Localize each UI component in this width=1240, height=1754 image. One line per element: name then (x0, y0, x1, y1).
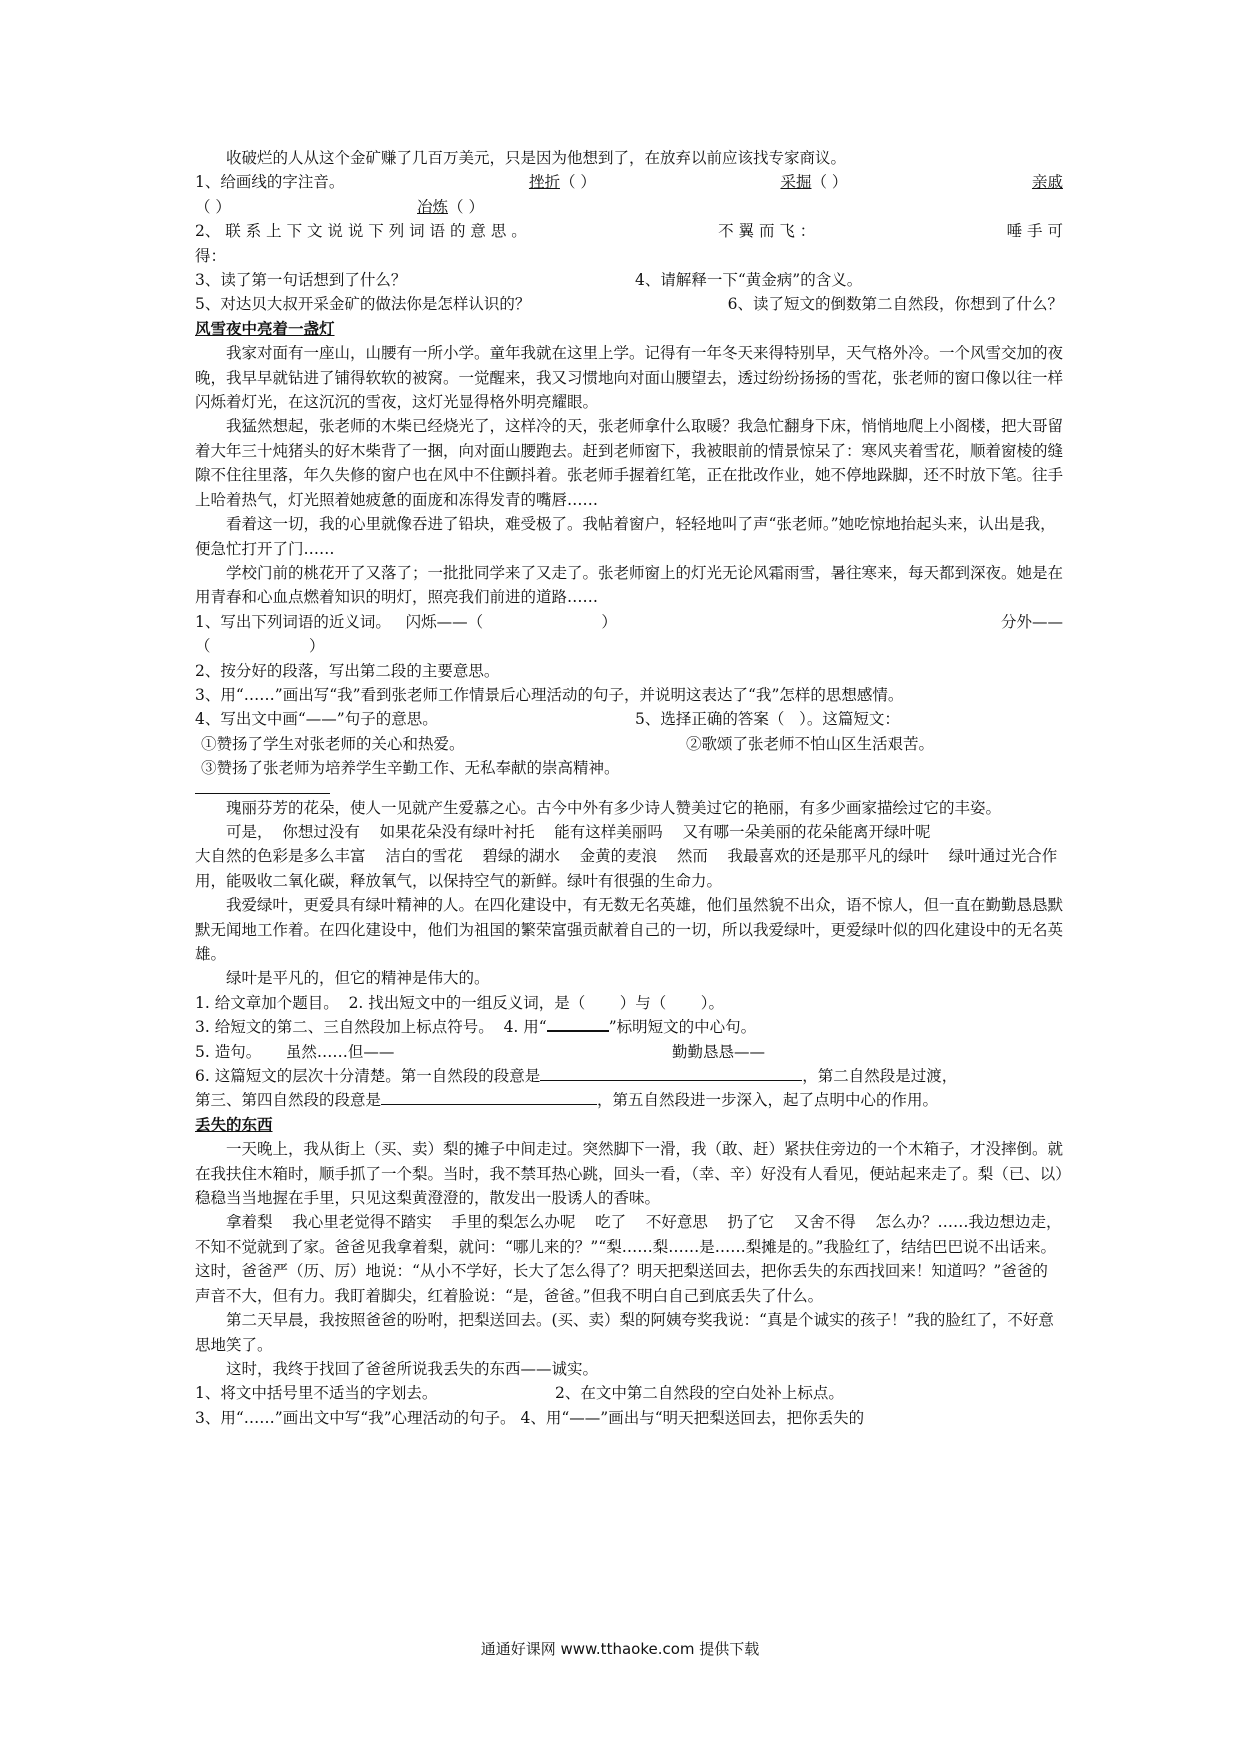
question-row: 4、写出文中画“——”句子的意思。 5、选择正确的答案（ ）。这篇短文： (195, 710, 900, 729)
option-2: ②歌颂了张老师不怕山区生活艰苦。 (686, 734, 935, 753)
worksheet-page (195, 146, 1063, 1430)
underlined-word: 采掘 (780, 173, 812, 192)
question-text: 6. 这篇短文的层次十分清楚。第一自然段的段意是 ，第二自然段是过渡， (195, 1067, 958, 1086)
question-text: 1. 给文章加个题目。 2. 找出短文中的一组反义词，是（ ）与（ ）。 (195, 993, 725, 1012)
footer-credit: 通通好课网 www.tthaoke.com 提供下载 (480, 1640, 760, 1658)
question-row: 5、对达贝大叔开采金矿的做法你是怎样认识的？ 6、读了短文的倒数第二自然段，你想到了什么？ (195, 295, 1063, 314)
question-row: 1、写出下列词语的近义词。 闪烁——（ ） 分外—— (195, 612, 1063, 631)
question-row: 2、 联 系 上 下 文 说 说 下 列 词 语 的 意 思 。 不 翼 而 飞 ： 唾 手 可 (195, 222, 1063, 241)
paragraph: 绿叶是平凡的，但它的精神是伟大的。 (226, 969, 490, 988)
underlined-word: 冶炼 (417, 197, 449, 216)
question-row: 5. 造句。 虽然……但—— 勤勤恳恳—— (195, 1042, 766, 1061)
answer-blank[interactable]: （ ） (811, 173, 848, 192)
question-row: 1、给画线的字注音。 挫折（ ） 采掘（ ） 亲戚 (195, 170, 1063, 194)
paragraph: 瑰丽芬芳的花朵，使人一见就产生爱慕之心。古今中外有多少诗人赞美过它的艳丽，有多少画家描绘过它的丰姿。 (226, 798, 1002, 817)
answer-blank[interactable]: （ ） (559, 173, 596, 192)
question-text: 2、按分好的段落，写出第二段的主要意思。 (195, 661, 500, 680)
question-text: 3、用“……”画出写“我”看到张老师工作情景后心理活动的句子，并说明这表达了“我”怎样的思想感情。 (195, 685, 904, 704)
answer-blank[interactable]: （ ） (448, 197, 484, 216)
option-3: ③赞扬了张老师为培养学生辛勤工作、无私奉献的崇高精神。 (201, 759, 620, 778)
question-row: 3、读了第一句话想到了什么？ 4、请解释一下“黄金病”的含义。 (195, 271, 863, 290)
answer-blank[interactable] (381, 1089, 597, 1105)
question-row: 1、将文中括号里不适当的字划去。 2、在文中第二自然段的空白处补上标点。 (195, 1384, 844, 1403)
paragraph: 学校门前的桃花开了又落了；一批批同学来了又走了。张老师窗上的灯光无论风霜雨雪，暑往寒来，每天都到深夜。她是在用青春和心血点燃着知识的明灯，照亮我们前进的道路…… (195, 563, 1064, 607)
paragraph: 我猛然想起，张老师的木柴已经烧光了，这样冷的天，张老师拿什么取暖？我急忙翻身下床，悄悄地爬上小阁楼，把大哥留着大年三十炖猪头的好木柴背了一捆，向对面山腰跑去。赶到老师窗下，我被眼前的情景惊呆了：寒风夹着雪花，顺着窗棱的缝隙不住往里落，年久失修的窗户也在风中不住颤抖着。张老师手握着红笔，正在批改作业，她不停地跺脚，还不时放下笔。往手上哈着热气，灯光照着她疲惫的面庞和冻得发青的嘴唇…… (195, 417, 1064, 509)
divider (195, 793, 330, 794)
question-row (195, 195, 1063, 219)
question-text: 得： (195, 246, 227, 265)
question-text: 第三、第四自然段的段意是 ，第五自然段进一步深入，起了点明中心的作用。 (195, 1091, 939, 1110)
paragraph: 这时，我终于找回了爸爸所说我丢失的东西——诚实。 (226, 1359, 599, 1378)
passage-closing: 收破烂的人从这个金矿赚了几百万美元，只是因为他想到了，在放弃以前应该找专家商议。 (226, 149, 847, 167)
answer-blank[interactable] (547, 1015, 609, 1032)
paragraph: 拿着梨 我心里老觉得不踏实 手里的梨怎么办呢 吃了 不好意思 扔了它 又舍不得 怎么办？……我边想边走，不知不觉就到了家。爸爸见我拿着梨，就问：“哪儿来的？”“梨……梨……是……梨摊是的。”我脸红了，结结巴巴说不出话来。这时，爸爸严（历、厉）地说：“从小不学好，长大了怎么得了？明天把梨送回去，把你丢失的东西找回来！知道吗？”爸爸的声音不大，但有力。我盯着脚尖，红着脸说：“是，爸爸。”但我不明白自己到底丢失了什么。 (195, 1213, 1062, 1305)
answer-blank[interactable]: （ ） (195, 637, 325, 656)
passage-title: 风雪夜中亮着一盏灯 (195, 319, 335, 338)
paragraph: 可是， 你想过没有 如果花朵没有绿叶衬托 能有这样美丽吗 又有哪一朵美丽的花朵能离开绿叶呢 (226, 822, 931, 841)
paragraph: 一天晚上，我从街上（买、卖）梨的摊子中间走过。突然脚下一滑，我（敢、赶）紧扶住旁边的一个木箱子，才没摔倒。就在我扶住木箱时，顺手抓了一个梨。当时，我不禁耳热心跳，回头一看，（幸、辛）好没有人看见，便站起来走了。梨（已、以）稳稳当当地握在手里，只见这梨黄澄澄的，散发出一股诱人的香味。 (195, 1140, 1064, 1208)
question-text: 3. 给短文的第二、三自然段加上标点符号。 4. 用“ ”标明短文的中心句。 (195, 1015, 1063, 1039)
answer-blank[interactable]: （ ） (195, 197, 231, 216)
passage-title: 丢失的东西 (195, 1115, 273, 1134)
answer-blank[interactable] (540, 1065, 802, 1081)
paragraph: 第二天早晨，我按照爸爸的吩咐，把梨送回去。(买、卖）梨的阿姨夸奖我说：“真是个诚实的孩子！”我的脸红了，不好意思地笑了。 (195, 1311, 1054, 1354)
option-1: ①赞扬了学生对张老师的关心和热爱。 (201, 734, 465, 753)
paragraph: 我家对面有一座山，山腰有一所小学。童年我就在这里上学。记得有一年冬天来得特别早，天气格外冷。一个风雪交加的夜晚，我早早就钻进了铺得软软的被窝。一觉醒来，我又习惯地向对面山腰望去，透过纷纷扬扬的雪花，张老师的窗口像以往一样闪烁着灯光，在这沉沉的雪夜，这灯光显得格外明亮耀眼。 (195, 344, 1064, 412)
paragraph: 大自然的色彩是多么丰富 洁白的雪花 碧绿的湖水 金黄的麦浪 然而 我最喜欢的还是那平凡的绿叶 绿叶通过光合作用，能吸收二氧化碳，释放氧气，以保持空气的新鲜。绿叶有很强的生命力。 (195, 847, 1058, 890)
underlined-word: 亲戚 (1031, 173, 1063, 192)
underlined-word: 挫折 (528, 173, 560, 192)
paragraph: 看着这一切，我的心里就像吞进了铅块，难受极了。我帖着窗户，轻轻地叫了声“张老师。”她吃惊地抬起头来，认出是我，便急忙打开了门…… (195, 515, 1056, 558)
question-row (195, 732, 1063, 756)
question-text: 3、用“……”画出文中写“我”心理活动的句子。 4、用“——”画出与“明天把梨送回去，把你丢失的 (195, 1408, 865, 1427)
paragraph: 我爱绿叶，更爱具有绿叶精神的人。在四化建设中，有无数无名英雄，他们虽然貌不出众，语不惊人，但一直在勤勤恳恳默默无闻地工作着。在四化建设中，他们为祖国的繁荣富强贡献着自己的一切，所以我爱绿叶，更爱绿叶似的四化建设中的无名英雄。 (195, 896, 1064, 963)
